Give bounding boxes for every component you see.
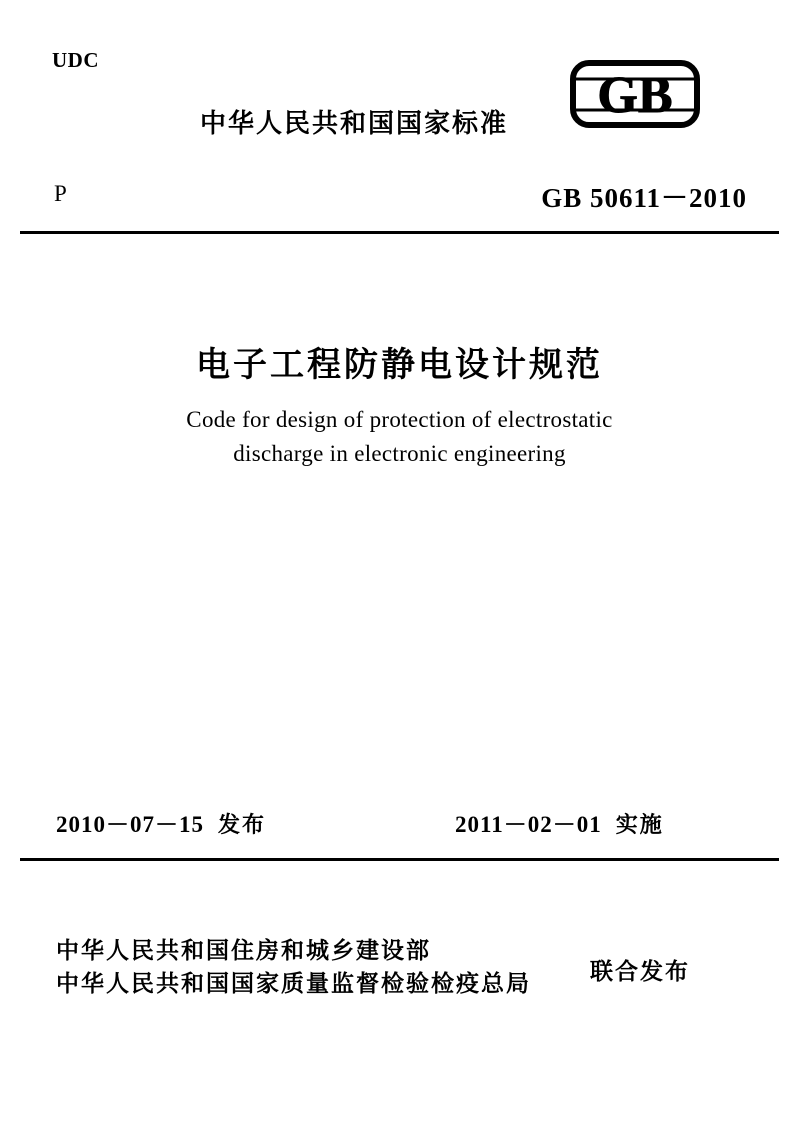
issue-date-value: 2010－07－15 xyxy=(56,812,204,837)
category-letter: P xyxy=(54,181,67,206)
joint-publish-label: 联合发布 xyxy=(590,959,690,985)
gb-logo-icon xyxy=(570,60,700,128)
standard-number: GB 50611－2010 xyxy=(541,183,747,213)
publisher-line-1: 中华人民共和国住房和城乡建设部 xyxy=(56,938,431,964)
national-standard-title: 中华人民共和国国家标准 xyxy=(200,109,509,139)
page-title-english-line1: Code for design of protection of electrostatic xyxy=(186,407,613,432)
divider-bottom xyxy=(20,858,779,861)
page-title-english xyxy=(0,403,799,471)
effective-date-label: 实施 xyxy=(615,813,664,838)
svg-text:GB: GB xyxy=(597,67,673,124)
divider-top xyxy=(20,231,779,234)
publisher-line-2: 中华人民共和国国家质量监督检验检疫总局 xyxy=(56,971,531,997)
udc-label: UDC xyxy=(52,48,99,72)
page-title-chinese: 电子工程防静电设计规范 xyxy=(196,345,603,385)
effective-date-value: 2011－02－01 xyxy=(455,812,602,837)
page-title-english-line2: discharge in electronic engineering xyxy=(233,441,566,466)
publisher-list xyxy=(56,935,531,1001)
effective-date-block xyxy=(455,806,664,839)
issue-date-label: 发布 xyxy=(218,813,267,838)
issue-date-block xyxy=(56,806,266,839)
